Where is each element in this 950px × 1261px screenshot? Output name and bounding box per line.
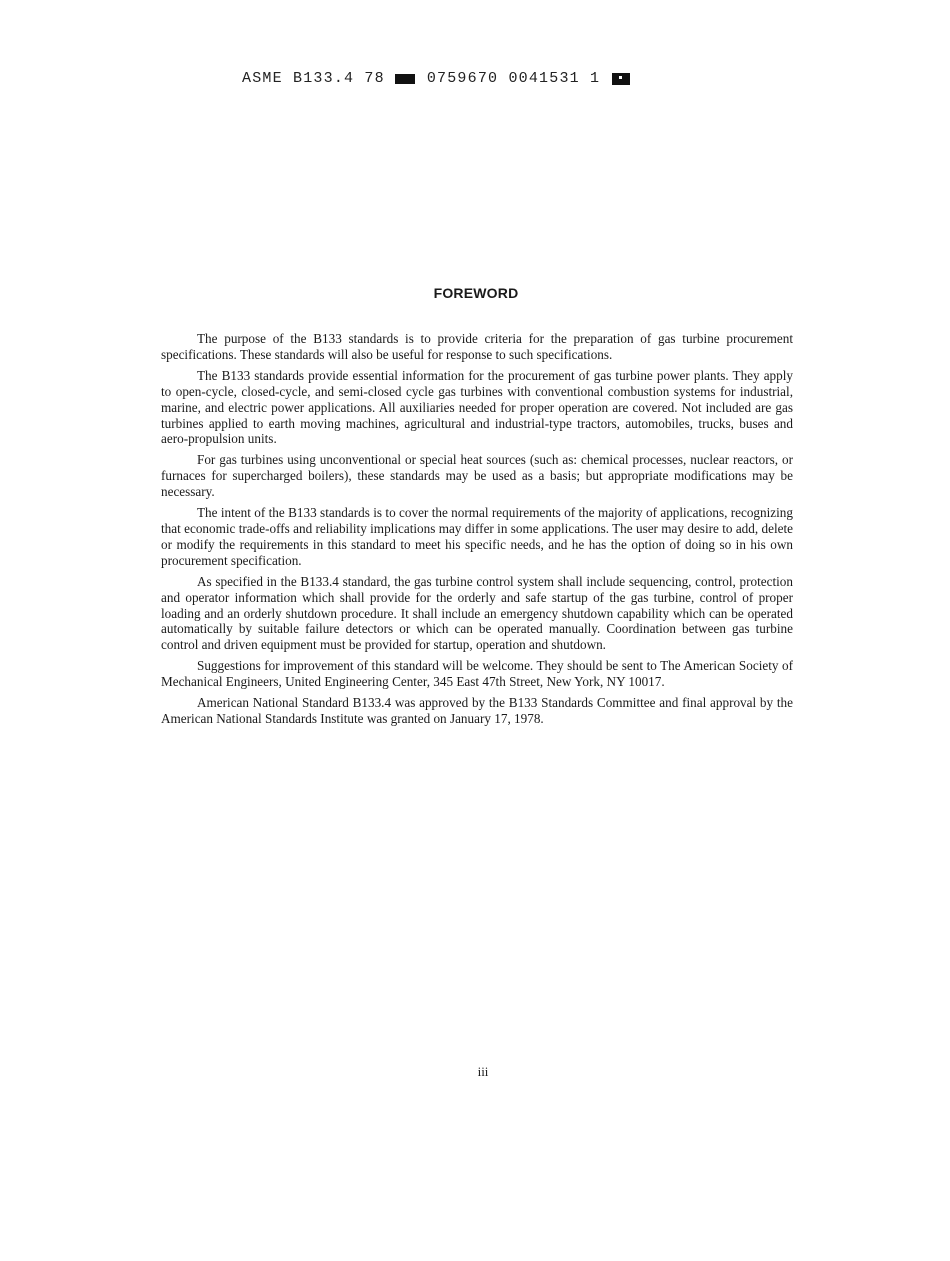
header-document-code: ASME B133.4 78 xyxy=(242,70,385,87)
header-bar-mark xyxy=(395,74,415,84)
paragraph-intent: The intent of the B133 standards is to cover the normal requirements of the majority of applications, recognizing that economic trade-offs and reliability implications may differ in some applications. The user may desire to add, delete or modify the requirements in this standard to meet his specific needs, and he has the option of doing so in his own procurement specification. xyxy=(161,505,793,568)
paragraph-purpose: The purpose of the B133 standards is to provide criteria for the preparation of gas turbine procurement specifications. These standards will also be useful for response to such specifications. xyxy=(161,331,793,362)
page-title: FOREWORD xyxy=(433,285,519,301)
paragraph-scope: The B133 standards provide essential information for the procurement of gas turbine power plants. They apply to open-cycle, closed-cycle, and semi-closed cycle gas turbines with conventional combustion systems for industrial, marine, and electric power applications. All auxiliaries needed for proper operation are covered. Not included are gas turbines applied to earth moving machines, agricultural and industrial-type tractors, automobiles, trucks, buses and aero-propulsion units. xyxy=(161,367,793,447)
page-number: iii xyxy=(477,1064,489,1079)
paragraph-suggestions: Suggestions for improvement of this standard will be welcome. They should be sent to The American Society of Mechanical Engineers, United Engineering Center, 345 East 47th Street, New York, NY 10017. xyxy=(161,658,793,690)
paragraph-special-heat-sources: For gas turbines using unconventional or special heat sources (such as: chemical processes, nuclear reactors, or furnaces for supercharged boilers), these standards may be used as a basis; but appropriate modifications may be necessary. xyxy=(161,452,793,500)
header-tail-mark xyxy=(612,73,630,85)
paragraph-approval: American National Standard B133.4 was approved by the B133 Standards Committee and final approval by the American National Standards Institute was granted on January 17, 1978. xyxy=(161,695,793,726)
foreword-body xyxy=(161,331,793,732)
header-catalog-code: 0759670 0041531 1 xyxy=(426,70,601,87)
paragraph-control-system: As specified in the B133.4 standard, the gas turbine control system shall include sequencing, control, protection and operator information which shall provide for the orderly and safe startup of the gas turbine, control of proper loading and an orderly shutdown procedure. It shall include an emergency shutdown capability which can be operated automatically by suitable failure detectors or which can be operated manually. Coordination between gas turbine control and driven equipment must be provided for startup, operation and shutdown. xyxy=(161,573,793,653)
